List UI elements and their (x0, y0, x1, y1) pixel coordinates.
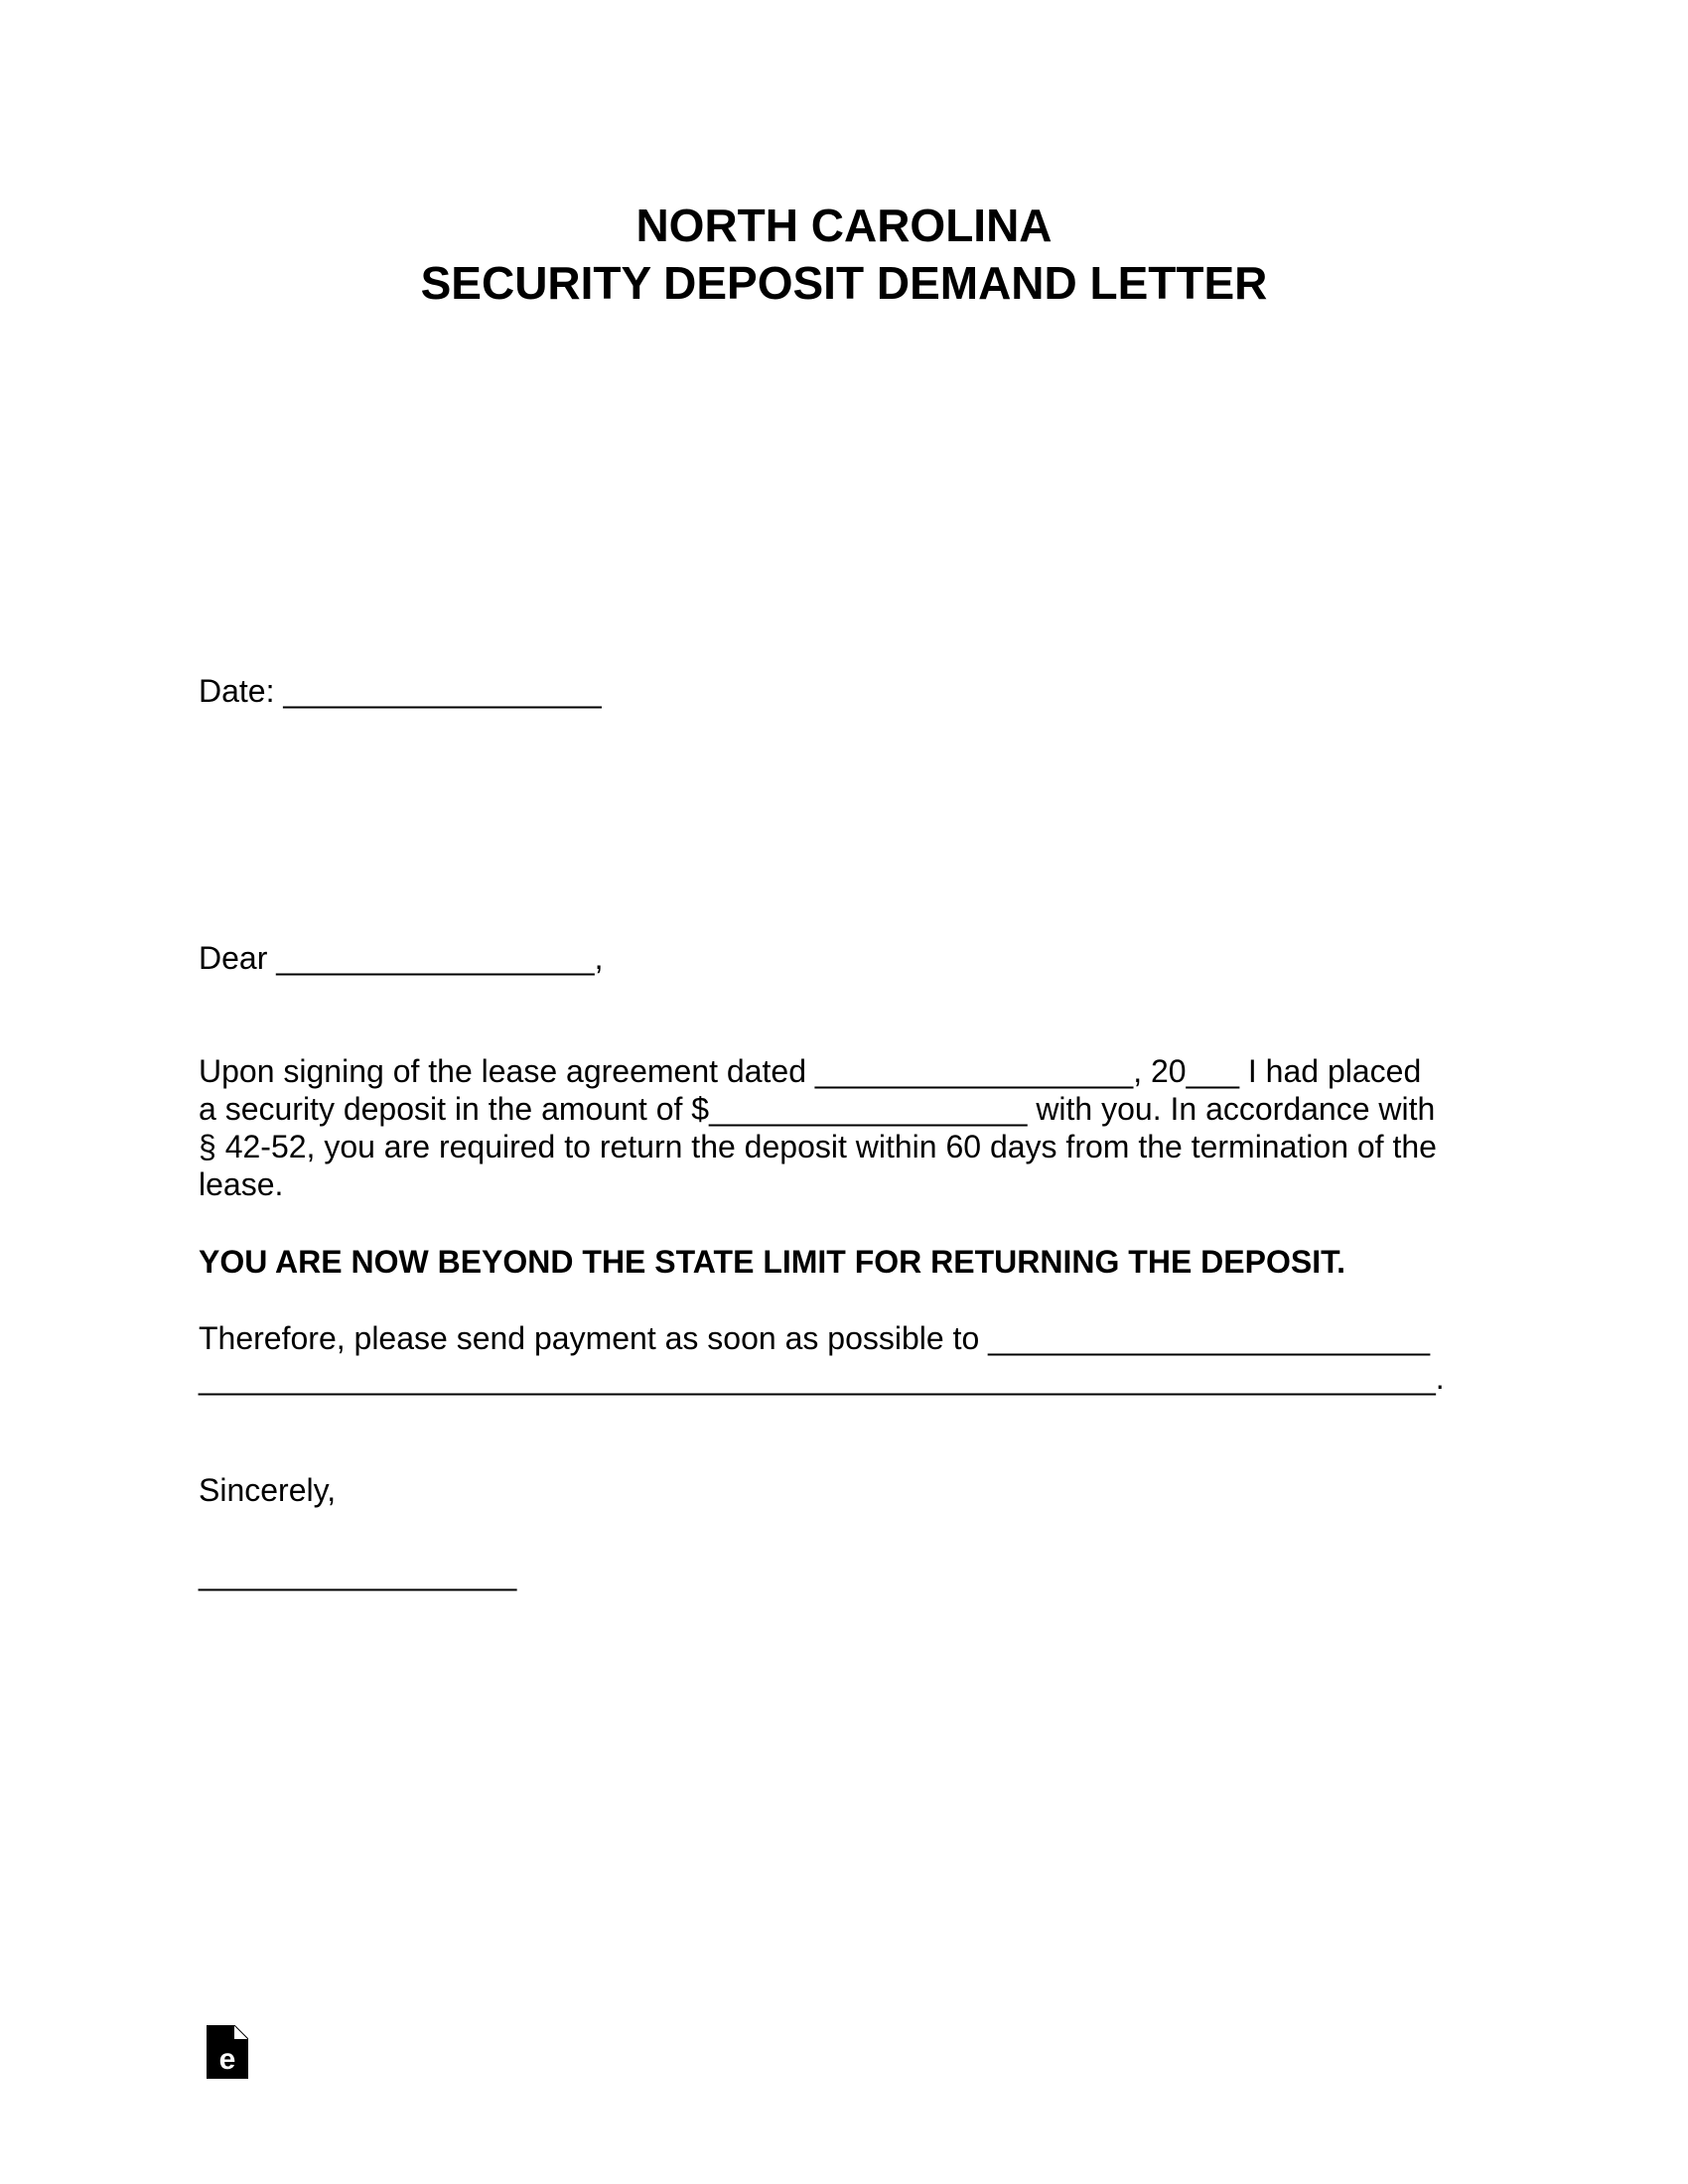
signature-line: __________________ (199, 1556, 517, 1591)
paragraph-line: Upon signing of the lease agreement dated __________________, 20___ I had placed (199, 1053, 1422, 1089)
paragraph-line: lease. (199, 1166, 284, 1202)
salutation-line: Dear __________________, (199, 940, 604, 976)
paragraph-line: § 42-52, you are required to return the deposit within 60 days from the termination of the (199, 1129, 1437, 1164)
document-title-line-2: SECURITY DEPOSIT DEMAND LETTER (420, 257, 1268, 309)
svg-text:e: e (218, 2043, 236, 2076)
eforms-logo-icon (207, 2025, 248, 2079)
paragraph-line: Therefore, please send payment as soon as possible to _________________________ (199, 1320, 1431, 1356)
document-title-line-1: NORTH CAROLINA (635, 200, 1053, 251)
date-field-line: Date: __________________ (199, 673, 602, 709)
paragraph-line: a security deposit in the amount of $__________________ with you. In accordance with (199, 1091, 1436, 1127)
state-limit-notice: YOU ARE NOW BEYOND THE STATE LIMIT FOR RETURNING THE DEPOSIT. (199, 1244, 1345, 1280)
closing-line: Sincerely, (199, 1472, 337, 1508)
paragraph-line: ______________________________________________________________________. (199, 1360, 1445, 1396)
